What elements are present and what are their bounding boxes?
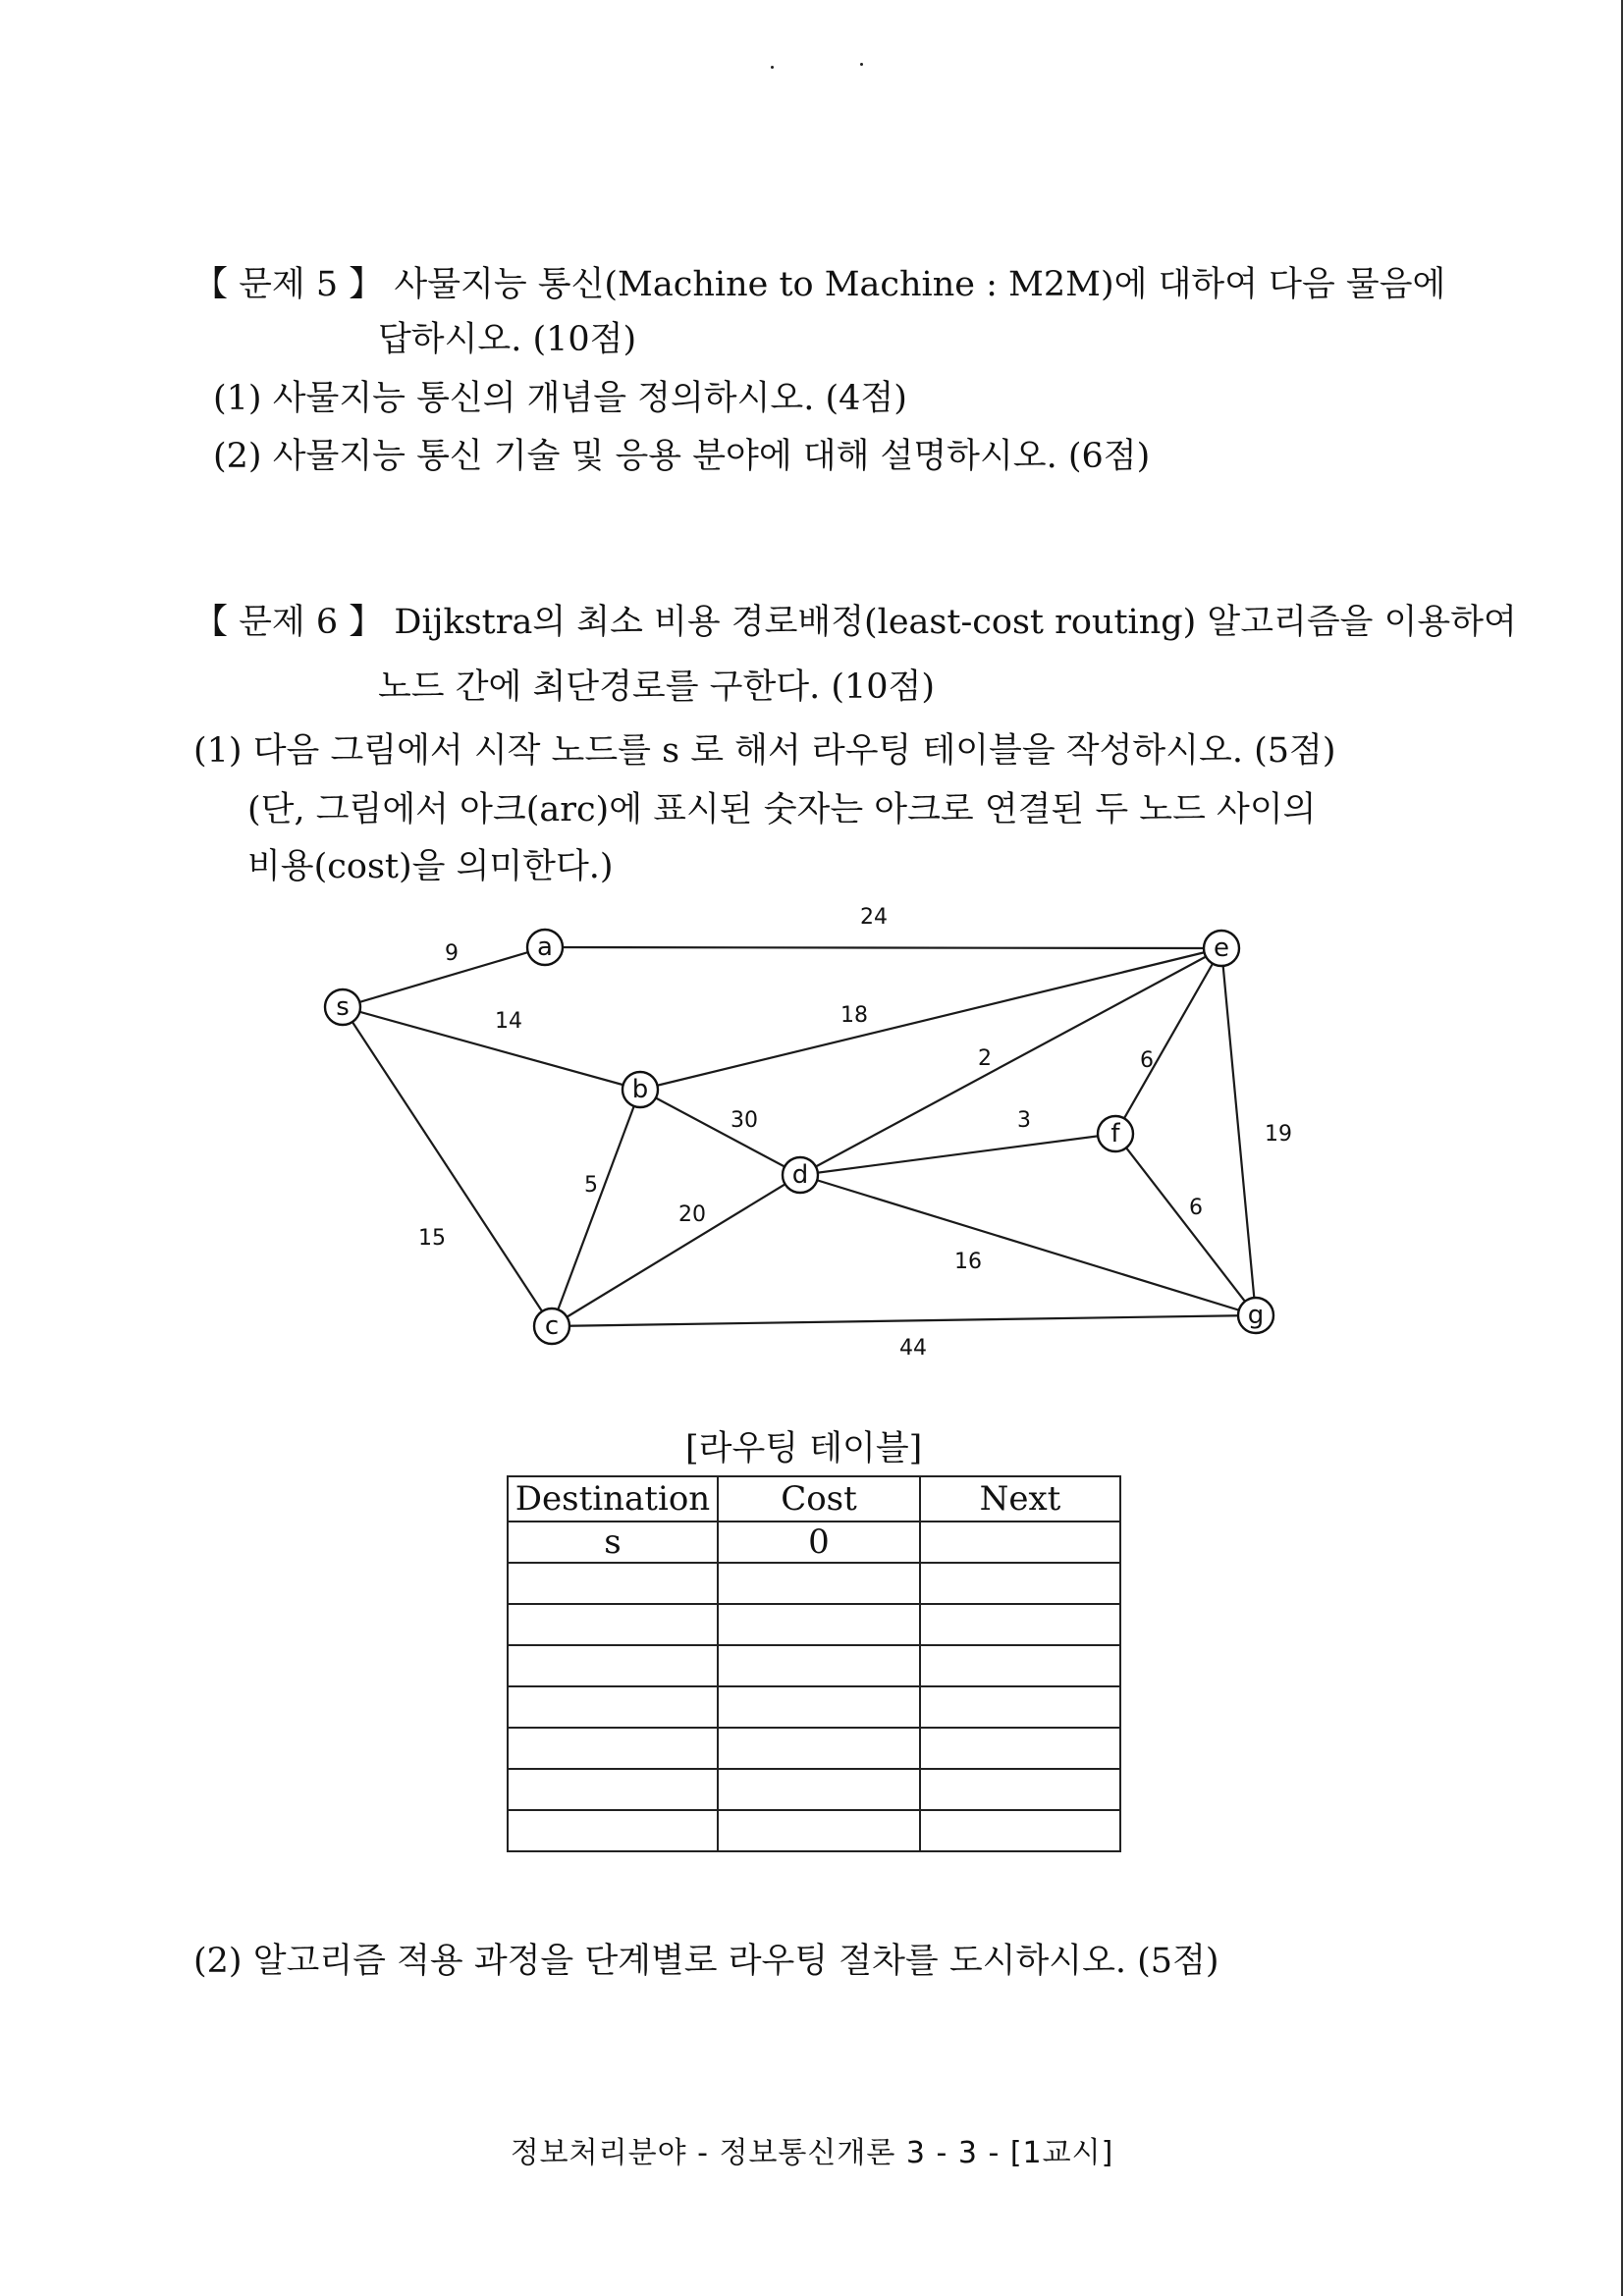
node-label: f xyxy=(1110,1119,1120,1148)
cell-next xyxy=(920,1728,1120,1769)
edge-cost-label: 19 xyxy=(1265,1122,1292,1147)
edge-a-e xyxy=(545,947,1221,948)
routing-table xyxy=(507,1475,1121,1852)
q6-sub1: (1) 다음 그림에서 시작 노드를 s 로 해서 라우팅 테이블을 작성하시오. (5점) xyxy=(193,731,1336,771)
node-label: s xyxy=(336,992,350,1022)
cell-next xyxy=(920,1810,1120,1851)
node-label: c xyxy=(544,1311,560,1341)
q6-sub2: (2) 알고리즘 적용 과정을 단계별로 라우팅 절차를 도시하시오. (5점) xyxy=(193,1942,1219,1981)
cell-next xyxy=(920,1645,1120,1686)
edge-cost-label: 16 xyxy=(954,1250,982,1274)
node-label: d xyxy=(791,1160,809,1190)
q6-heading-cont: 노드 간에 최단경로를 구한다. (10점) xyxy=(378,667,936,707)
routing-table-caption: [라우팅 테이블] xyxy=(685,1429,923,1468)
edge-d-g xyxy=(800,1175,1256,1315)
edge-b-e xyxy=(640,948,1221,1090)
cell-destination xyxy=(508,1686,718,1728)
graph-nodes xyxy=(325,930,1273,1344)
edge-cost-label: 2 xyxy=(978,1046,992,1071)
cell-destination xyxy=(508,1769,718,1810)
cell-destination xyxy=(508,1728,718,1769)
table-row xyxy=(508,1604,1120,1645)
edge-e-g xyxy=(1221,948,1256,1315)
table-row xyxy=(508,1645,1120,1686)
edge-s-c xyxy=(343,1007,552,1326)
col-header-next: Next xyxy=(920,1476,1120,1522)
cell-next xyxy=(920,1522,1120,1563)
edge-cost-label: 9 xyxy=(445,941,459,966)
graph-edge-labels xyxy=(418,905,1292,1361)
cell-cost xyxy=(718,1686,920,1728)
q5-heading: 【 문제 5 】 사물지능 통신(Machine to Machine : M2M)에 대하여 다음 물음에 xyxy=(193,265,1446,304)
edge-d-f xyxy=(800,1134,1115,1175)
q5-heading-cont: 답하시오. (10점) xyxy=(378,320,637,359)
edge-s-a xyxy=(343,947,545,1007)
edge-cost-label: 15 xyxy=(418,1226,446,1251)
q6-note-line1: (단, 그림에서 아크(arc)에 표시된 숫자는 아크로 연결된 두 노드 사이의 xyxy=(247,790,1317,829)
cell-next xyxy=(920,1604,1120,1645)
cell-next xyxy=(920,1563,1120,1604)
edge-cost-label: 5 xyxy=(584,1173,598,1198)
cell-cost: 0 xyxy=(718,1522,920,1563)
node-c xyxy=(534,1308,569,1344)
cell-cost xyxy=(718,1810,920,1851)
node-s xyxy=(325,989,360,1025)
node-g xyxy=(1238,1298,1273,1333)
cell-destination xyxy=(508,1604,718,1645)
node-label: b xyxy=(631,1075,649,1104)
cell-destination: s xyxy=(508,1522,718,1563)
edge-s-b xyxy=(343,1007,640,1090)
node-label: a xyxy=(537,933,553,962)
cell-cost xyxy=(718,1604,920,1645)
cell-next xyxy=(920,1686,1120,1728)
edge-cost-label: 30 xyxy=(731,1108,758,1133)
edge-cost-label: 20 xyxy=(678,1202,706,1227)
table-row xyxy=(508,1728,1120,1769)
node-a xyxy=(527,930,563,965)
table-row xyxy=(508,1810,1120,1851)
edge-c-d xyxy=(552,1175,800,1326)
edge-d-e xyxy=(800,948,1221,1175)
cell-cost xyxy=(718,1563,920,1604)
edge-cost-label: 18 xyxy=(840,1003,868,1028)
cell-destination xyxy=(508,1563,718,1604)
edge-c-g xyxy=(552,1315,1256,1326)
cell-destination xyxy=(508,1645,718,1686)
node-b xyxy=(623,1072,658,1107)
edge-cost-label: 6 xyxy=(1189,1196,1203,1220)
edge-cost-label: 3 xyxy=(1017,1108,1031,1133)
node-e xyxy=(1204,931,1239,966)
table-row xyxy=(508,1769,1120,1810)
edge-f-g xyxy=(1115,1134,1256,1315)
edge-b-d xyxy=(640,1090,800,1175)
node-f xyxy=(1098,1116,1133,1151)
table-row xyxy=(508,1686,1120,1728)
q5-sub1: (1) 사물지능 통신의 개념을 정의하시오. (4점) xyxy=(213,379,907,418)
cell-cost xyxy=(718,1769,920,1810)
edge-cost-label: 24 xyxy=(860,905,888,930)
edge-b-c xyxy=(552,1090,640,1326)
col-header-cost: Cost xyxy=(718,1476,920,1522)
node-d xyxy=(783,1157,818,1193)
node-label: g xyxy=(1247,1301,1265,1330)
col-header-destination: Destination xyxy=(508,1476,718,1522)
q6-note-line2: 비용(cost)을 의미한다.) xyxy=(247,847,614,886)
routing-table-header-row xyxy=(508,1476,1120,1522)
table-row xyxy=(508,1563,1120,1604)
q5-sub2: (2) 사물지능 통신 기술 및 응용 분야에 대해 설명하시오. (6점) xyxy=(213,437,1151,476)
cell-next xyxy=(920,1769,1120,1810)
node-label: e xyxy=(1214,934,1229,963)
table-row xyxy=(508,1522,1120,1563)
cell-cost xyxy=(718,1645,920,1686)
edge-cost-label: 44 xyxy=(899,1336,927,1361)
page-footer: 정보처리분야 - 정보통신개론 3 - 3 - [1교시] xyxy=(510,2136,1114,2170)
cell-cost xyxy=(718,1728,920,1769)
edge-cost-label: 6 xyxy=(1140,1048,1154,1073)
q6-heading: 【 문제 6 】 Dijkstra의 최소 비용 경로배정(least-cost routing) 알고리즘을 이용하여 xyxy=(193,603,1517,642)
cell-destination xyxy=(508,1810,718,1851)
edge-cost-label: 14 xyxy=(495,1009,522,1034)
